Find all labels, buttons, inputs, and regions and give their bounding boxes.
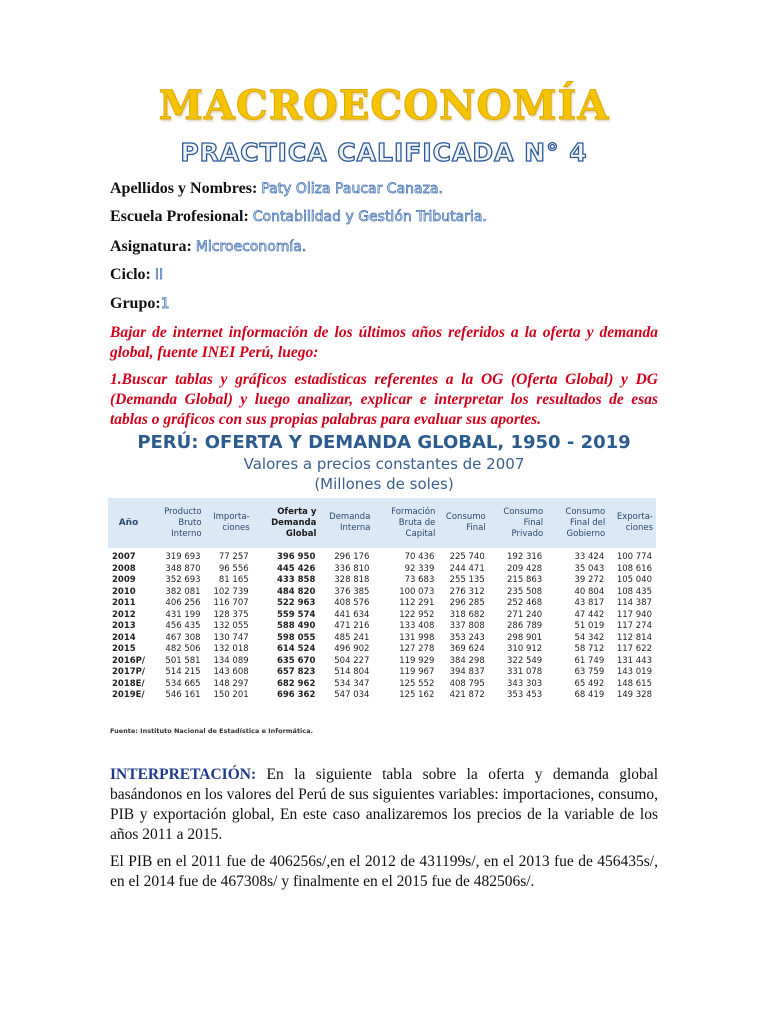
table-cell: 47 442 [574,609,605,620]
table-cell: 534 665 [165,678,201,689]
table-cell: 33 424 [574,552,605,562]
table-cell: 471 216 [334,621,370,631]
school-value: Contabilidad y Gestión Tributaria. [252,209,487,225]
table-cell: 58 712 [574,644,605,654]
table-row [108,644,656,656]
table-row [108,667,656,679]
table-cell: 482 506 [165,644,201,654]
table-cell: 51 019 [574,621,605,631]
subject-value: Microeconomía. [195,239,307,255]
table-cell: 421 872 [449,690,485,700]
table-cell: 96 556 [218,563,249,574]
table-year-cell: 2016P/ [112,655,145,666]
table-cell: 348 870 [165,563,201,574]
table-cell: 235 508 [507,586,543,597]
table-cell: 119 929 [399,655,435,666]
table-cell: 635 670 [276,655,316,666]
table-cell: 598 055 [276,632,316,643]
table-cell: 485 241 [334,632,370,643]
table-cell: 61 749 [574,655,605,666]
table-header-cell: Consumo Final del Gobierno [546,498,608,548]
table-row [108,610,656,622]
document-title: MACROECONOMÍA [158,82,610,129]
table-cell: 431 199 [165,609,201,620]
table-cell: 353 243 [449,632,485,643]
table-cell: 125 552 [399,678,435,689]
table-cell: 296 176 [334,552,370,562]
field-group [110,295,170,313]
table-cell: 92 339 [404,563,435,574]
table-cell: 134 089 [213,655,249,666]
table-cell: 343 303 [507,678,543,689]
table-cell: 127 278 [399,644,435,654]
table-row [108,690,656,702]
table-year-cell: 2017P/ [112,667,145,677]
table-cell: 132 018 [213,644,249,654]
table-cell: 369 624 [449,644,485,654]
table-row [108,575,656,587]
table-cell: 467 308 [165,632,201,643]
table-cell: 682 962 [276,678,316,689]
table-cell: 149 328 [616,690,652,700]
table-cell: 547 034 [334,690,370,700]
table-year-cell: 2011 [112,598,136,608]
table-cell: 43 817 [574,598,605,608]
table-row [108,633,656,645]
table-header-row [108,498,656,548]
table-cell: 504 227 [334,655,370,666]
table-cell: 352 693 [165,575,201,585]
table-year-cell: 2014 [112,632,136,643]
table-body [108,548,656,702]
table-cell: 252 468 [507,598,543,608]
table-cell: 117 274 [616,621,652,631]
interpretation-paragraph [110,765,658,845]
table-cell: 394 837 [449,667,485,677]
table-cell: 255 135 [449,575,485,585]
table-cell: 271 240 [507,609,543,620]
table-header-cell: Consumo Final [438,498,488,548]
table-cell: 588 490 [276,621,316,631]
table-cell: 77 257 [218,552,249,562]
subject-label: Asignatura: [110,238,192,255]
school-label: Escuela Profesional: [110,208,249,225]
table-cell: 514 215 [165,667,201,677]
table-row [108,679,656,691]
table-cell: 484 820 [276,586,316,597]
table-cell: 406 256 [165,598,201,608]
table-row [108,564,656,576]
table-header-cell: Oferta y Demanda Global [253,498,320,548]
table-cell: 122 952 [399,609,435,620]
table-header-cell: Producto Bruto Interno [149,498,205,548]
table-cell: 148 615 [616,678,652,689]
interpretation-label: INTERPRETACIÓN: [110,766,257,783]
cycle-label: Ciclo: [110,266,151,283]
table-cell: 70 436 [404,552,435,562]
table-cell: 353 453 [507,690,543,700]
table-cell: 117 622 [616,644,652,654]
table-cell: 298 901 [507,632,543,643]
table-cell: 112 291 [399,598,435,608]
table-cell: 534 347 [334,678,370,689]
table-cell: 331 078 [507,667,543,677]
table-year-cell: 2007 [112,552,136,562]
table-cell: 130 747 [213,632,249,643]
table-year-cell: 2019E/ [112,690,145,700]
table-cell: 433 858 [276,575,316,585]
table-cell: 40 804 [574,586,605,597]
table-cell: 128 375 [213,609,249,620]
table-cell: 133 408 [399,621,435,631]
table-cell: 310 912 [507,644,543,654]
table-cell: 225 740 [449,552,485,562]
table-cell: 496 902 [334,644,370,654]
table-header-cell: Importa-ciones [205,498,253,548]
table-cell: 408 795 [449,678,485,689]
table-cell: 322 549 [507,655,543,666]
table-year-cell: 2013 [112,621,136,631]
table-cell: 105 040 [616,575,652,585]
table-cell: 117 940 [616,609,652,620]
table-row [108,587,656,599]
table-cell: 384 298 [449,655,485,666]
table-cell: 215 863 [507,575,543,585]
table-cell: 546 161 [165,690,201,700]
instruction-intro: Bajar de internet información de los últimos años referidos a la oferta y demanda global, fuente INEI Perú, luego: [110,324,658,361]
table-cell: 382 081 [165,586,201,597]
table-cell: 81 165 [218,575,249,585]
table-cell: 657 823 [276,667,316,677]
table-cell: 337 808 [449,621,485,631]
table-cell: 396 950 [276,552,316,562]
table-year-cell: 2009 [112,575,136,585]
field-school [110,208,487,226]
table-cell: 119 967 [399,667,435,677]
table-cell: 522 963 [276,598,316,608]
field-name [110,180,443,198]
table-row [108,548,656,564]
table-cell: 100 774 [616,552,652,562]
name-value: Paty Oliza Paucar Canaza. [261,181,443,197]
table-year-cell: 2008 [112,563,136,574]
table-cell: 114 387 [616,598,652,608]
table-cell: 319 693 [165,552,201,562]
table-cell: 148 297 [213,678,249,689]
table-cell: 696 362 [276,690,316,700]
table-cell: 143 019 [616,667,652,677]
table-cell: 296 285 [449,598,485,608]
table-cell: 408 576 [334,598,370,608]
table-cell: 328 818 [334,575,370,585]
table-title: PERÚ: OFERTA Y DEMANDA GLOBAL, 1950 - 2019 [137,432,631,453]
field-subject [110,238,306,256]
table-row [108,621,656,633]
table-year-cell: 2018E/ [112,678,145,689]
table-cell: 65 492 [574,678,605,689]
gdp-paragraph: El PIB en el 2011 fue de 406256s/,en el 2012 de 431199s/, en el 2013 fue de 456435s/, en el 2014 fue de 467308s/ y finalmente en el 2015 fue de 482506s/. [110,853,658,890]
table-cell: 336 810 [334,563,370,574]
table-cell: 132 055 [213,621,249,631]
table-cell: 276 312 [449,586,485,597]
table-cell: 131 443 [616,655,652,666]
table-cell: 108 616 [616,563,652,574]
table-cell: 54 342 [574,632,605,643]
table-cell: 112 814 [616,632,652,643]
table-header-cell: Año [108,498,149,548]
interpretation-text: En la siguiente tabla sobre la oferta y demanda global basándonos en los valores del Perú de sus siguientes variables: importaciones, consumo, PIB y exportación global, En este caso analizaremos los precios de la variable de los años 2011 a 2015. [110,766,658,843]
table-units: (Millones de soles) [314,475,454,493]
table-cell: 102 739 [213,586,249,597]
table-source: Fuente: Instituto Nacional de Estadística e Informática. [110,727,313,735]
table-cell: 131 998 [399,632,435,643]
group-value: 1 [160,296,170,312]
table-header-cell: Exporta-ciones [608,498,656,548]
table-cell: 108 435 [616,586,652,597]
field-cycle [110,266,163,284]
table-cell: 116 707 [213,598,249,608]
cycle-value: II [154,267,164,283]
name-label: Apellidos y Nombres: [110,180,258,197]
table-cell: 559 574 [276,609,316,620]
table-cell: 614 524 [276,644,316,654]
table-cell: 143 608 [213,667,249,677]
table-cell: 192 316 [507,552,543,562]
table-cell: 376 385 [334,586,370,597]
table-cell: 501 581 [165,655,201,666]
table-header-cell: Consumo Final Privado [489,498,546,548]
table-row [108,656,656,668]
table-cell: 244 471 [449,563,485,574]
table-row [108,598,656,610]
table-cell: 68 419 [574,690,605,700]
table-cell: 150 201 [213,690,249,700]
table-year-cell: 2015 [112,644,136,654]
document-subtitle: PRACTICA CALIFICADA N° 4 [180,138,588,167]
table-year-cell: 2010 [112,586,136,597]
table-cell: 73 683 [404,575,435,585]
table-cell: 441 634 [334,609,370,620]
table-year-cell: 2012 [112,609,136,620]
table-header-cell: Demanda Interna [319,498,373,548]
table-cell: 100 073 [399,586,435,597]
group-label: Grupo: [110,295,161,312]
supply-demand-table [108,498,656,702]
table-cell: 445 426 [276,563,316,574]
table-cell: 456 435 [165,621,201,631]
table-cell: 286 789 [507,621,543,631]
table-cell: 209 428 [507,563,543,574]
table-cell: 125 162 [399,690,435,700]
table-cell: 35 043 [574,563,605,574]
instruction-task: 1.Buscar tablas y gráficos estadísticas referentes a la OG (Oferta Global) y DG (Demanda Global) y luego analizar, explicar e interpretar los resultados de esas tablas o gráficos con sus propias palabras para evaluar sus aportes. [110,371,658,428]
table-header-cell: Formación Bruta de Capital [373,498,438,548]
table-cell: 39 272 [574,575,605,585]
table-cell: 514 804 [334,667,370,677]
table-cell: 318 682 [449,609,485,620]
table-cell: 63 759 [574,667,605,677]
table-subtitle: Valores a precios constantes de 2007 [243,455,525,473]
